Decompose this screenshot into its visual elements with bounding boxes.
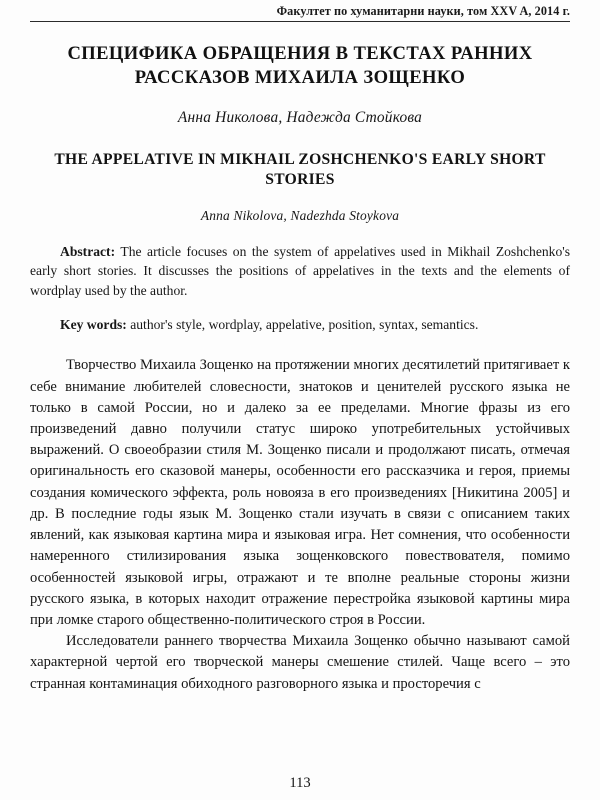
authors-russian: Анна Николова, Надежда Стойкова [177, 108, 423, 126]
keywords-text: author's style, wordplay, appelative, position, syntax, semantics. [126, 317, 479, 333]
abstract-text: The article focuses on the system of appelatives used in Mikhail Zoshchenko's early short stories. It discusses the positions of appelatives in the texts and the elements of wordplay used by the author. [30, 244, 570, 298]
page-title-english: THE APPELATIVE IN MIKHAIL ZOSHCHENKO'S EARLY SHORT STORIES [54, 150, 546, 188]
keywords-block [30, 315, 570, 334]
body-text [30, 355, 570, 695]
body-paragraph: Творчество Михаила Зощенко на протяжении многих десятилетий притягивает к себе внимание любителей словесности, знатоков и ценителей русского языка не только в самой России, но и далеко за ее пределами. Многие фразы из его произведений давно получили статус широко употребительных устойчивых выражений. О своеобразии стиля М. Зощенко писали и продолжают писать, отмечая оригинальность его сказовой манеры, особенности его рассказчика и героя, приемы создания комического эффекта, роль новояза в его произведениях [Никитина 2005] и др. В последние годы язык М. Зощенко стали изучать в связи с описанием таких явлений, как языковая картина мира и языковая игра. Нет сомнения, что особенности намеренного стилизирования языка зощенковского повествователя, помимо особенностей языковой игры, отражают и те вполне реальные стороны жизни русского языка, в которых находит отражение перестройка языковой картины мира при ломке старого общественно-политического строя в России. [30, 357, 570, 628]
running-head: Факултет по хуманитарни науки, том XXV A, 2014 г. [276, 4, 570, 18]
authors-english: Anna Nikolova, Nadezhda Stoykova [200, 208, 400, 224]
body-paragraph: Исследователи раннего творчества Михаила Зощенко обычно называют самой характерной чертой его творческой манеры смешение стилей. Чаще всего – это странная контаминация обиходного разговорного языка и просторечия с [30, 633, 570, 692]
page-title-russian: СПЕЦИФИКА ОБРАЩЕНИЯ В ТЕКСТАХ РАННИХ РАССКАЗОВ МИХАИЛА ЗОЩЕНКО [67, 43, 533, 88]
header-rule [30, 21, 570, 22]
abstract-block [30, 242, 570, 300]
keywords-label: Key words: [60, 317, 127, 333]
abstract-label: Abstract: [60, 244, 116, 260]
page-number: 113 [289, 775, 311, 791]
